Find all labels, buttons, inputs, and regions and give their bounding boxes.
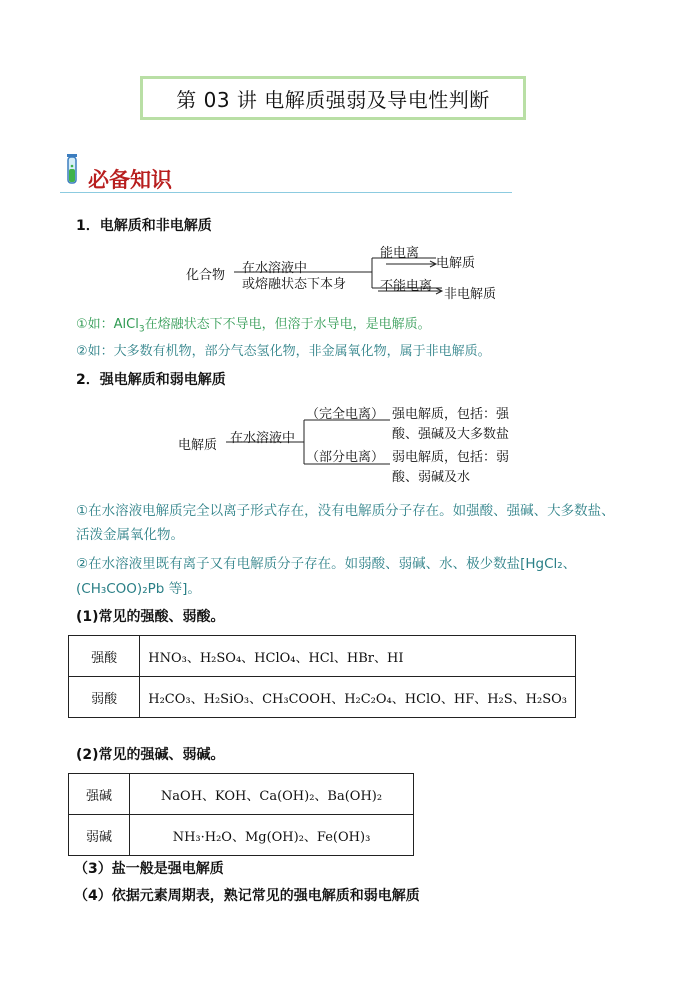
acids-strong-items: HNO₃、H₂SO₄、HClO₄、HCl、HBr、HI	[140, 636, 576, 677]
note-weak-electrolyte-line2: (CH₃COO)₂Pb 等]。	[76, 581, 201, 597]
diagram-result-bottom: 非电解质	[444, 287, 497, 302]
bases-weak-label: 弱碱	[69, 815, 130, 856]
diagram2-top-desc-1: 强电解质，包括：强	[392, 407, 510, 422]
bases-weak-items: NH₃·H₂O、Mg(OH)₂、Fe(OH)₃	[130, 815, 414, 856]
diagram2-bottom-desc-1: 弱电解质，包括：弱	[392, 450, 510, 465]
page-title	[140, 76, 526, 120]
acids-weak-label: 弱酸	[69, 677, 140, 718]
diagram-cond-bottom: 或熔融状态下本身	[242, 277, 347, 292]
diagram-result-top: 电解质	[436, 256, 476, 271]
diagram-cond-top: 在水溶液中	[242, 261, 308, 276]
acids-weak-items: H₂CO₃、H₂SiO₃、CH₃COOH、H₂C₂O₄、HClO、HF、H₂S、H₂SO₃	[140, 677, 576, 718]
diagram2-top-label: （完全电离）	[306, 407, 385, 422]
diagram2-bottom-desc-2: 酸、弱碱及水	[392, 470, 471, 485]
heading-periodic-table: （4）依据元素周期表，熟记常见的强电解质和弱电解质	[74, 888, 420, 904]
heading-salts: （3）盐一般是强电解质	[74, 861, 224, 877]
table-row	[69, 636, 576, 677]
page-title-text: 第 03 讲 电解质强弱及导电性判断	[176, 87, 490, 112]
acids-table	[68, 635, 576, 718]
heading-bases: (2)常见的强碱、弱碱。	[76, 747, 225, 763]
section-divider	[60, 192, 512, 193]
diagram-root: 化合物	[186, 268, 226, 283]
note-nonelectrolyte-examples: ②如：大多数有机物，部分气态氢化物，非金属氧化物，属于非电解质。	[76, 344, 491, 359]
table-row	[69, 774, 414, 815]
table-row	[69, 815, 414, 856]
note-alcl3: ①如：AlCl$_3$在熔融状态下不导电，但溶于水导电，是电解质。	[76, 317, 431, 335]
flask-icon	[62, 152, 84, 186]
diagram2-cond: 在水溶液中	[230, 431, 296, 446]
acids-strong-label: 强酸	[69, 636, 140, 677]
table-row	[69, 677, 576, 718]
bases-strong-items: NaOH、KOH、Ca(OH)₂、Ba(OH)₂	[130, 774, 414, 815]
bases-strong-label: 强碱	[69, 774, 130, 815]
heading-electrolyte-nonelectrolyte: 1．电解质和非电解质	[76, 218, 212, 234]
note-weak-electrolyte-line1: ②在水溶液里既有离子又有电解质分子存在。如弱酸、弱碱、水、极少数盐[HgCl₂、	[76, 556, 577, 572]
section-title: 必备知识	[88, 168, 172, 192]
note-strong-electrolyte-line2: 活泼金属氧化物。	[76, 527, 184, 543]
diagram2-root: 电解质	[178, 438, 218, 453]
diagram-branch-bottom: 不能电离	[380, 279, 433, 294]
diagram-branch-top: 能电离	[380, 246, 420, 261]
diagram2-bottom-label: （部分电离）	[306, 450, 385, 465]
bases-table	[68, 773, 414, 856]
heading-strong-weak-electrolyte: 2．强电解质和弱电解质	[76, 372, 226, 388]
note-strong-electrolyte-line1: ①在水溶液电解质完全以离子形式存在，没有电解质分子存在。如强酸、强碱、大多数盐、	[76, 503, 615, 519]
heading-acids: (1)常见的强酸、弱酸。	[76, 609, 225, 625]
diagram-electrolyte-classification	[186, 242, 526, 304]
diagram2-top-desc-2: 酸、强碱及大多数盐	[392, 427, 510, 442]
diagram-strong-weak	[178, 398, 538, 488]
